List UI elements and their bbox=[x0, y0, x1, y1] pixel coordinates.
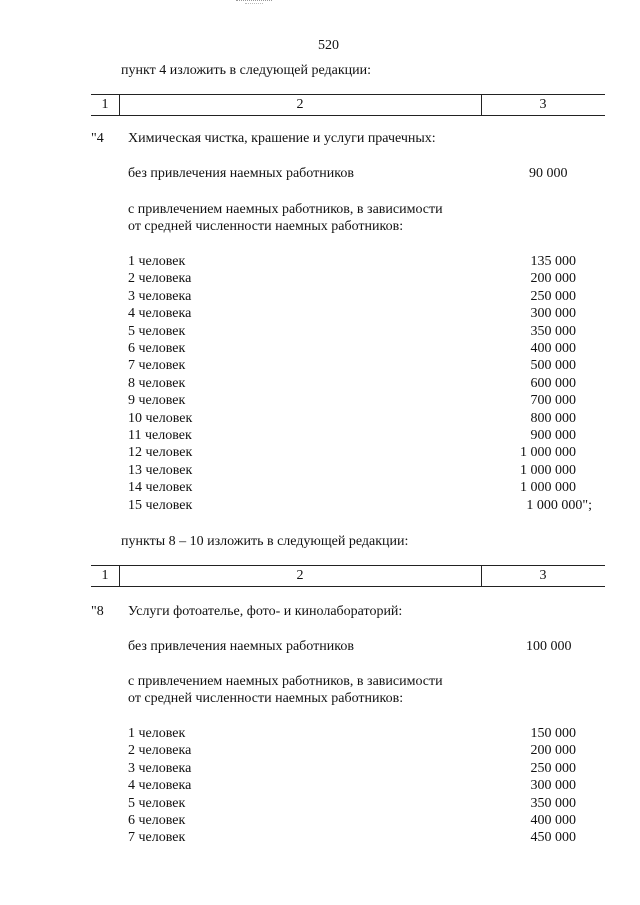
column-header-1: 1 bbox=[101, 568, 109, 583]
row-label: 9 человек bbox=[128, 393, 186, 409]
row-label: 7 человек bbox=[128, 830, 186, 846]
column-header-2: 2 bbox=[296, 568, 304, 583]
row-value: 600 000 bbox=[530, 375, 576, 391]
section2-item-title: Услуги фотоателье, фото- и кинолабораторий: bbox=[128, 604, 403, 619]
section2-intro: пункты 8 – 10 изложить в следующей редакции: bbox=[121, 534, 409, 549]
row-value: 400 000 bbox=[530, 813, 576, 828]
row-value: 700 000 bbox=[530, 393, 576, 409]
section2-table-header bbox=[91, 565, 605, 587]
row-value: 800 000 bbox=[530, 410, 576, 426]
row-label: 2 человека bbox=[128, 743, 192, 759]
section1-with-label-line1: с привлечением наемных работников, в зависимости bbox=[128, 202, 443, 217]
row-value: 350 000 bbox=[530, 323, 576, 339]
scan-artifact-top bbox=[236, 0, 272, 2]
row-label: 5 человек bbox=[128, 323, 186, 339]
section2-with-label-line2: от средней численности наемных работников: bbox=[128, 691, 404, 706]
section1-without-label: без привлечения наемных работников bbox=[128, 166, 354, 181]
column-header-2: 2 bbox=[296, 97, 304, 112]
row-label: 6 человек bbox=[128, 341, 186, 356]
row-value: 350 000 bbox=[530, 795, 576, 811]
row-value: 250 000 bbox=[530, 288, 576, 304]
row-label: 6 человек bbox=[128, 813, 186, 828]
section2-with-label-line1: с привлечением наемных работников, в зависимости bbox=[128, 674, 443, 689]
row-label: 3 человека bbox=[128, 288, 192, 304]
row-value: 1 000 000 bbox=[520, 462, 576, 478]
row-value: 500 000 bbox=[530, 358, 576, 374]
row-label: 10 человек bbox=[128, 410, 193, 426]
row-label: 1 человек bbox=[128, 726, 186, 741]
row-label: 4 человека bbox=[128, 778, 192, 794]
row-label: 8 человек bbox=[128, 375, 186, 391]
section1-item-number: "4 bbox=[91, 131, 104, 146]
section1-item-title: Химическая чистка, крашение и услуги прачечных: bbox=[128, 131, 436, 146]
row-label: 2 человека bbox=[128, 271, 192, 287]
column-header-1: 1 bbox=[101, 97, 109, 112]
section2-without-label: без привлечения наемных работников bbox=[128, 639, 354, 654]
row-label: 3 человека bbox=[128, 760, 192, 776]
column-header-3: 3 bbox=[539, 568, 547, 583]
row-value: 135 000 bbox=[530, 254, 576, 269]
row-label: 11 человек bbox=[128, 428, 192, 443]
section1-with-label-line2: от средней численности наемных работников: bbox=[128, 219, 404, 234]
row-value: 300 000 bbox=[530, 306, 576, 322]
section2-item-number: "8 bbox=[91, 604, 104, 619]
row-value: 400 000 bbox=[530, 341, 576, 356]
row-label: 15 человек bbox=[128, 497, 193, 513]
row-label: 4 человека bbox=[128, 306, 192, 322]
row-label: 12 человек bbox=[128, 445, 193, 461]
row-label: 14 человек bbox=[128, 480, 193, 496]
section1-table-header bbox=[91, 94, 605, 116]
row-value: 1 000 000"; bbox=[526, 497, 592, 513]
row-value: 150 000 bbox=[530, 726, 576, 741]
row-label: 7 человек bbox=[128, 358, 186, 374]
page-number: 520 bbox=[318, 38, 339, 53]
column-header-3: 3 bbox=[539, 97, 547, 112]
scan-artifact-top-2 bbox=[245, 3, 263, 5]
section1-intro: пункт 4 изложить в следующей редакции: bbox=[121, 63, 371, 78]
row-value: 200 000 bbox=[530, 271, 576, 287]
row-value: 300 000 bbox=[530, 778, 576, 794]
row-value: 900 000 bbox=[530, 428, 576, 443]
section1-without-value: 90 000 bbox=[529, 166, 568, 181]
row-label: 1 человек bbox=[128, 254, 186, 269]
row-value: 250 000 bbox=[530, 760, 576, 776]
row-value: 200 000 bbox=[530, 743, 576, 759]
row-value: 1 000 000 bbox=[520, 480, 576, 496]
row-label: 5 человек bbox=[128, 795, 186, 811]
row-value: 450 000 bbox=[530, 830, 576, 846]
section2-without-value: 100 000 bbox=[526, 639, 572, 654]
row-value: 1 000 000 bbox=[520, 445, 576, 461]
row-label: 13 человек bbox=[128, 462, 193, 478]
